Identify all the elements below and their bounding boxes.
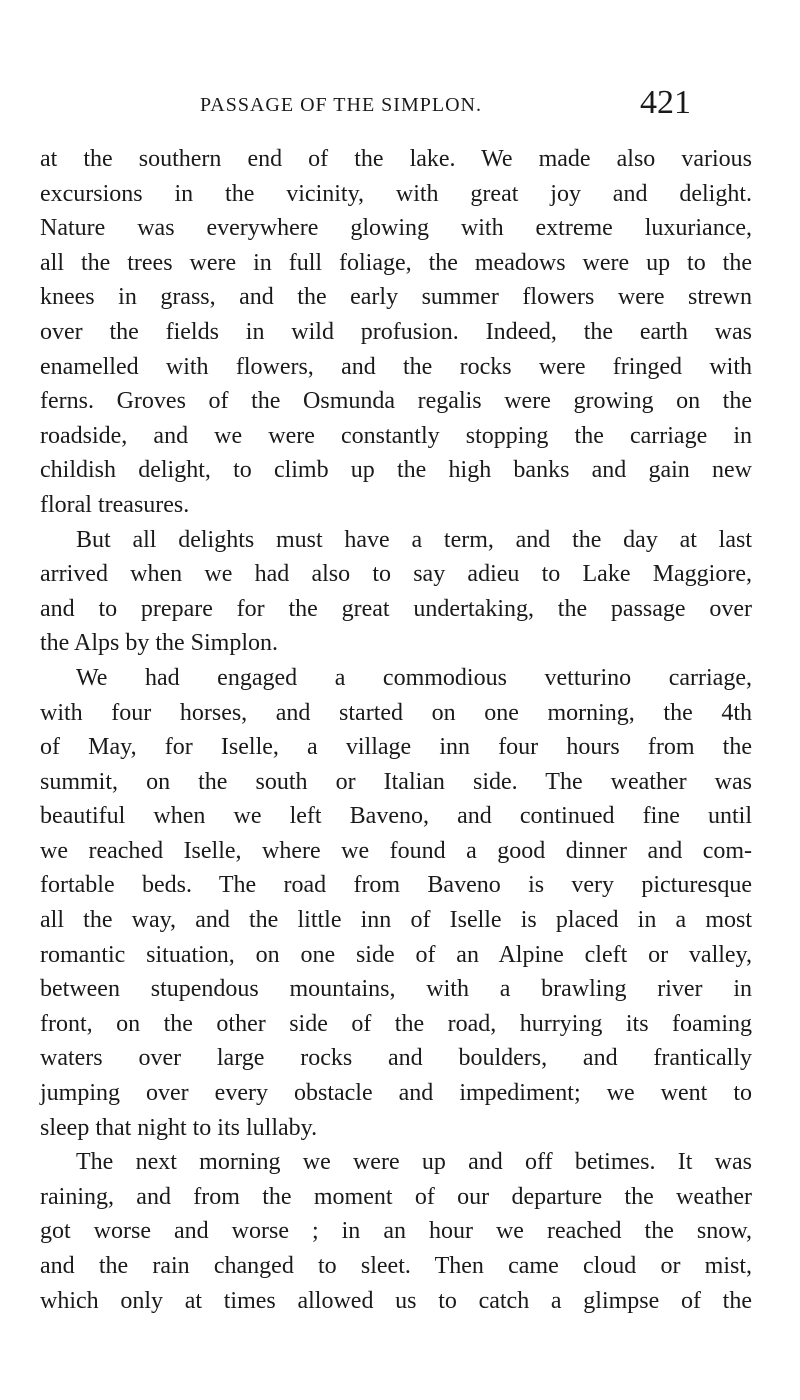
text-line: We had engaged a commodious vetturino carriage, bbox=[76, 664, 752, 691]
text-line: waters over large rocks and boulders, and frantically bbox=[40, 1045, 752, 1072]
text-line: all the trees were in full foliage, the meadows were up to the bbox=[40, 249, 752, 276]
text-line: raining, and from the moment of our departure the weather bbox=[40, 1183, 752, 1210]
text-line: jumping over every obstacle and impediment; we went to bbox=[40, 1080, 752, 1107]
text-line: summit, on the south or Italian side. The weather was bbox=[40, 768, 752, 795]
text-line: sleep that night to its lullaby. bbox=[40, 1114, 318, 1141]
text-line: at the southern end of the lake. We made also various bbox=[40, 146, 752, 172]
text-line: and to prepare for the great undertaking, the passage over bbox=[40, 595, 752, 622]
running-title: PASSAGE OF THE SIMPLON. bbox=[200, 94, 482, 116]
text-line: Nature was everywhere glowing with extreme luxuriance, bbox=[40, 215, 752, 242]
text-line: and the rain changed to sleet. Then came cloud or mist, bbox=[40, 1253, 752, 1279]
text-line: ferns. Groves of the Osmunda regalis were growing on the bbox=[40, 388, 752, 415]
text-line: which only at times allowed us to catch a glimpse of the bbox=[40, 1287, 752, 1314]
text-line: fortable beds. The road from Baveno is very picturesque bbox=[40, 872, 752, 899]
text-line: The next morning we were up and off betimes. It was bbox=[76, 1149, 752, 1176]
text-line: between stupendous mountains, with a brawling river in bbox=[40, 976, 752, 1003]
text-line: got worse and worse ; in an hour we reached the snow, bbox=[40, 1218, 752, 1245]
text-line: childish delight, to climb up the high banks and gain new bbox=[40, 457, 752, 484]
text-line: the Alps by the Simplon. bbox=[40, 630, 279, 657]
body-text bbox=[40, 142, 752, 1318]
text-line: of May, for Iselle, a village inn four hours from the bbox=[40, 734, 752, 761]
text-line: we reached Iselle, where we found a good dinner and com- bbox=[40, 837, 752, 864]
text-line: But all delights must have a term, and the day at last bbox=[76, 526, 752, 553]
text-line: floral treasures. bbox=[40, 491, 190, 518]
text-line: all the way, and the little inn of Iselle is placed in a most bbox=[40, 907, 752, 934]
text-line: front, on the other side of the road, hurrying its foaming bbox=[40, 1010, 752, 1037]
running-head bbox=[0, 84, 800, 130]
text-line: romantic situation, on one side of an Alpine cleft or valley, bbox=[40, 941, 752, 968]
page-number: 421 bbox=[640, 84, 691, 121]
text-line: beautiful when we left Baveno, and continued fine until bbox=[40, 803, 752, 830]
text-line: excursions in the vicinity, with great joy and delight. bbox=[40, 180, 752, 207]
text-line: knees in grass, and the early summer flowers were strewn bbox=[40, 284, 752, 311]
text-line: roadside, and we were constantly stopping the carriage in bbox=[40, 422, 752, 449]
text-line: arrived when we had also to say adieu to Lake Maggiore, bbox=[40, 561, 752, 588]
text-line: enamelled with flowers, and the rocks were fringed with bbox=[40, 353, 752, 380]
text-line: over the fields in wild profusion. Indeed, the earth was bbox=[40, 318, 752, 345]
text-line: with four horses, and started on one morning, the 4th bbox=[40, 699, 752, 726]
